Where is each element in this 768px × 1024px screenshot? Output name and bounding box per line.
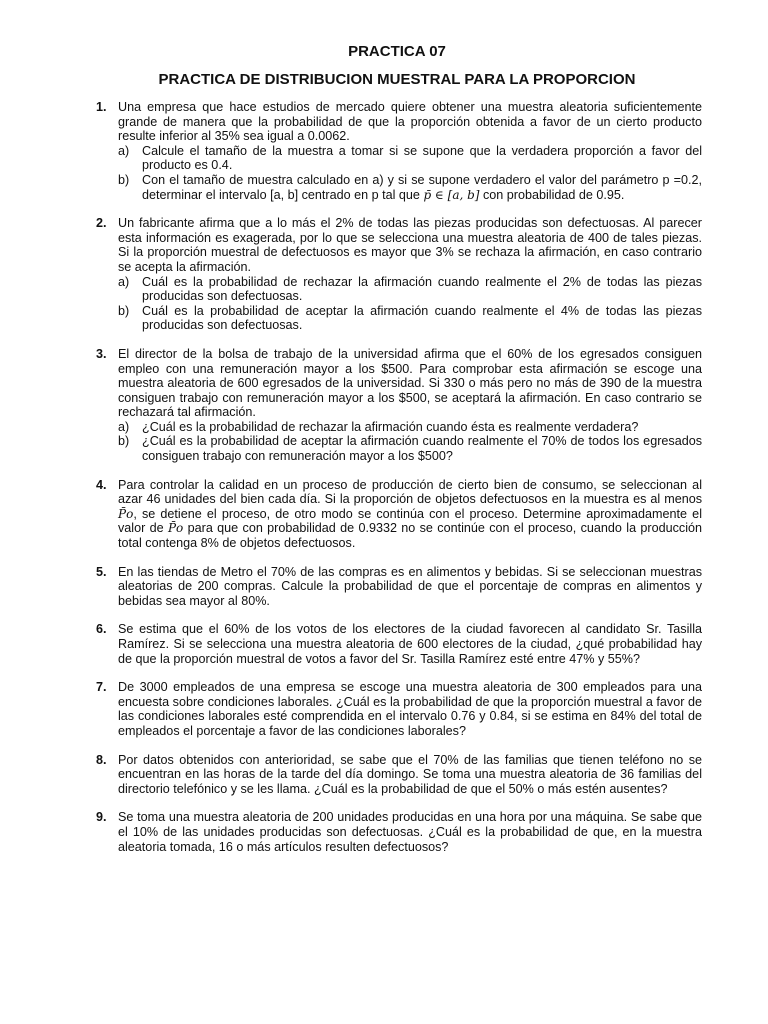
subquestion-b bbox=[118, 434, 702, 463]
problem-number: 6. bbox=[96, 622, 107, 637]
problem-text: Se estima que el 60% de los votos de los electores de la ciudad favorecen al candidato Sr. Tasilla Ramírez. Si se selecciona una muestra aleatoria de 600 electores de la ciudad, ¿qué probabilidad hay de que la proporción muestral de votos a favor del Sr. Tasilla Ramírez esté entre 47% y 55%? bbox=[118, 622, 702, 666]
problem-6 bbox=[92, 622, 702, 666]
subquestion-b bbox=[118, 304, 702, 333]
subquestion-b bbox=[118, 173, 702, 202]
subquestion-label: a) bbox=[118, 274, 130, 289]
problem-1 bbox=[92, 100, 702, 202]
document-title: PRACTICA 07 bbox=[348, 43, 446, 60]
problem-text: Un fabricante afirma que a lo más el 2% de todas las piezas producidas son defectuosas. Al parecer esta información es exagerada, por lo que se selecciona una muestra aleatoria de 400 de tales piezas. Si la proporción muestral de defectuosos es mayor que 3% se rechaza la afirmación, en caso contrario se acepta la afirmación. bbox=[118, 216, 702, 274]
math-expression: P̄o bbox=[167, 521, 184, 536]
subquestion-text: Con el tamaño de muestra calculado en a) y si se supone verdadero el valor del parámetro p =0.2, determinar el intervalo [a, b] centrado en p tal que bbox=[142, 172, 702, 202]
subquestion-text: con probabilidad de 0.95. bbox=[482, 187, 625, 202]
problem-7 bbox=[92, 680, 702, 738]
problem-number: 4. bbox=[96, 477, 107, 492]
subquestion-label: a) bbox=[118, 143, 130, 158]
problem-3 bbox=[92, 347, 702, 464]
problem-number: 1. bbox=[96, 100, 107, 114]
problem-5 bbox=[92, 565, 702, 609]
problem-9 bbox=[92, 810, 702, 854]
problem-4 bbox=[92, 478, 702, 551]
subquestion-a bbox=[118, 275, 702, 304]
subquestion-label: b) bbox=[118, 172, 130, 187]
problem-text: Una empresa que hace estudios de mercado quiere obtener una muestra aleatoria suficientemente grande de manera que la probabilidad de que la proporción obtenida a favor de un cierto producto resulte inferior al 35% sea igual a 0.0062. bbox=[118, 100, 702, 144]
problem-text: para que con probabilidad de 0.9332 no se continúe con el proceso, cuando la producción total contenga 8% de objetos defectuosos. bbox=[118, 521, 703, 551]
subquestion-list bbox=[118, 275, 702, 333]
subquestion-label: b) bbox=[118, 434, 130, 449]
math-expression: p̄ ∈ [a, b] bbox=[423, 187, 480, 202]
math-expression: P̄o bbox=[118, 506, 134, 521]
subquestion-list bbox=[118, 420, 702, 464]
problem-number: 2. bbox=[96, 216, 107, 231]
document-subtitle: PRACTICA DE DISTRIBUCION MUESTRAL PARA LA PROPORCION bbox=[158, 71, 636, 88]
problem-text: De 3000 empleados de una empresa se escoge una muestra aleatoria de 300 empleados para una encuesta sobre condiciones laborales. ¿Cuál es la probabilidad de que la proporción muestral a favor de las condiciones laborales esté comprendida en el intervalo 0.76 y 0.84, si se estima en 84% del total de empleados el porcentaje a favor de las condiciones laborales? bbox=[118, 680, 702, 738]
subquestion-label: b) bbox=[118, 303, 130, 318]
problem-text: El director de la bolsa de trabajo de la universidad afirma que el 60% de los egresados consiguen empleo con una remuneración mayor a los $500. Para comprobar esta afirmación se escoge una muestra aleatoria de 600 egresados de la universidad. Si 330 o más pero no más de 390 de la muestra consiguen trabajo con remuneración mayor a los $500, se aceptará la afirmación. En caso contrario se rechazará tal afirmación. bbox=[118, 346, 702, 420]
subquestion-text: ¿Cuál es la probabilidad de rechazar la afirmación cuando ésta es realmente verdadera? bbox=[142, 419, 639, 434]
subquestion-text: ¿Cuál es la probabilidad de aceptar la afirmación cuando realmente el 70% de todos los egresados consiguen trabajo con remuneración mayor a los $500? bbox=[142, 434, 702, 464]
problem-text: Se toma una muestra aleatoria de 200 unidades producidas en una hora por una máquina. Se sabe que el 10% de las unidades producidas son defectuosas. ¿Cuál es la probabilidad de que, en la muestra aleatoria tomada, 16 o más artículos resulten defectuosos? bbox=[118, 810, 702, 854]
problem-number: 5. bbox=[96, 564, 107, 579]
subquestion-label: a) bbox=[118, 419, 130, 434]
problem-2 bbox=[92, 216, 702, 333]
problem-text: Por datos obtenidos con anterioridad, se sabe que el 70% de las familias que tienen teléfono no se encuentran en las horas de la tarde del día domingo. Se toma una muestra aleatoria de 36 familias del directorio telefónico y se les llama. ¿Cuál es la probabilidad de que el 50% o más estén ausentes? bbox=[118, 752, 702, 796]
subquestion-text: Cuál es la probabilidad de rechazar la afirmación cuando realmente el 2% de todas las piezas producidas son defectuosas. bbox=[142, 274, 702, 304]
problem-number: 3. bbox=[96, 346, 107, 361]
problem-text: En las tiendas de Metro el 70% de las compras es en alimentos y bebidas. Si se seleccionan muestras aleatorias de 200 compras. Calcule la probabilidad de que el porcentaje de compras en alimentos y bebidas sea mayor al 80%. bbox=[118, 564, 702, 608]
subquestion-a bbox=[118, 144, 702, 173]
problem-text: , se detiene el proceso, de otro modo se continúa con el proceso. Determine aproximadamente el valor de bbox=[118, 506, 702, 536]
problem-text: Para controlar la calidad en un proceso de producción de cierto bien de consumo, se seleccionan al azar 46 unidades del bien cada día. Si la proporción de objetos defectuosos en la muestra es al menos bbox=[118, 477, 702, 507]
problem-number: 8. bbox=[96, 752, 107, 767]
problem-8 bbox=[92, 753, 702, 797]
subquestion-text: Calcule el tamaño de la muestra a tomar si se supone que la verdadera proporción a favor del producto es 0.4. bbox=[142, 143, 702, 173]
subquestion-a bbox=[118, 420, 702, 435]
problem-list bbox=[92, 100, 702, 854]
problem-number: 9. bbox=[96, 810, 107, 825]
problem-number: 7. bbox=[96, 680, 107, 695]
subquestion-list bbox=[118, 144, 702, 202]
subquestion-text: Cuál es la probabilidad de aceptar la afirmación cuando realmente el 4% de todas las piezas producidas son defectuosas. bbox=[142, 303, 702, 333]
